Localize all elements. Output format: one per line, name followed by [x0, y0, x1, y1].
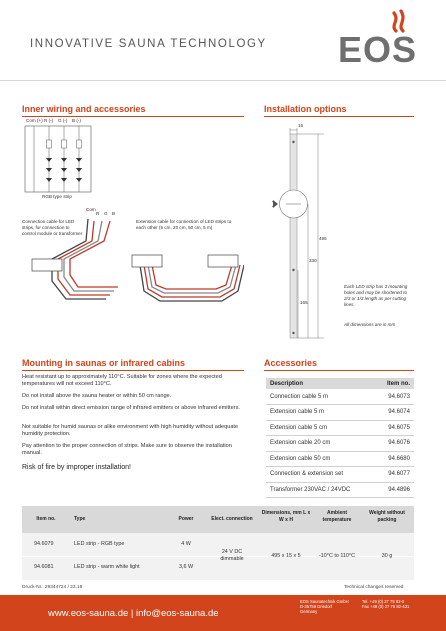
- channel-label-com: Com (+): [26, 118, 43, 123]
- mounting-para-4: Not suitable for humid saunas or alike environment with high humidity without adequate humidity protection.: [22, 424, 239, 438]
- spec-connection: 24 V DC dimmable: [220, 549, 244, 562]
- accessory-description: Extension cable 5 cm: [266, 420, 376, 436]
- accessories-header-row: [266, 378, 414, 389]
- table-row: [266, 405, 414, 421]
- table-row: [266, 467, 414, 483]
- spec-col-temperature: Ambient temperature: [322, 510, 352, 523]
- spec-temperature: -10°C to 110°C: [319, 553, 355, 559]
- accessory-description: Extension cable 5 m: [266, 405, 376, 421]
- wire-label-com: Com: [86, 207, 96, 212]
- section-title-wiring: Inner wiring and accessories: [22, 104, 146, 114]
- accessory-item-no: 94.6073: [376, 389, 414, 405]
- channel-label-g: G (-): [58, 118, 68, 123]
- accessory-item-no: 94.4896: [376, 482, 414, 498]
- accessory-description: Connection & extension set: [266, 467, 376, 483]
- address-line: D-35759 Driedorf: [300, 604, 333, 610]
- spec-dimensions: 495 x 15 x 5: [271, 553, 301, 559]
- spec-col-power: Power: [178, 516, 194, 522]
- col-description: Description: [266, 378, 376, 389]
- page-header: [0, 0, 446, 80]
- website-email-link[interactable]: www.eos-sauna.de | info@eos-sauna.de: [48, 608, 219, 619]
- technical-changes-note: Technical changes reserved: [344, 585, 404, 590]
- spec-item-no: 94.6079: [34, 541, 54, 547]
- tagline: INNOVATIVE SAUNA TECHNOLOGY: [30, 38, 267, 50]
- mounting-para-1: Heat resistant up to approximately 110°C. Suitable for zones where the expected temperatures will not exceed 110°C.: [22, 374, 222, 388]
- table-row: [266, 420, 414, 436]
- spec-type: LED strip - RGB type: [74, 541, 125, 547]
- accessory-description: Transformer 230VAC / 24VDC: [266, 482, 376, 498]
- address-line: EOS Saunatechnik GmbH: [300, 599, 349, 604]
- footer-bar: [0, 595, 446, 631]
- mounting-para-5: Pay attention to the proper connection of strips. Make sure to observe the installation manual.: [22, 443, 232, 457]
- channel-label-r: R (-): [44, 118, 54, 123]
- spec-weight: 30 g: [381, 553, 393, 559]
- spec-col-weight: Weight without packing: [369, 510, 405, 523]
- accessories-table: [266, 378, 414, 498]
- section-title-installation: Installation options: [264, 104, 347, 114]
- table-row: [266, 482, 414, 498]
- company-phone: [362, 599, 442, 609]
- logo-text: EOS: [338, 29, 418, 70]
- spec-col-type: Type: [74, 516, 86, 522]
- section-title-mounting: Mounting in saunas or infrared cabins: [22, 358, 186, 368]
- channel-label-b: B (-): [72, 118, 81, 123]
- fax-line: Fax +49 (0) 27 75 82-431: [362, 604, 410, 610]
- dim-total-label: 495: [319, 236, 327, 241]
- mounting-para-2: Do not install above the sauna heater or within 50 cm range.: [22, 393, 172, 399]
- spec-body: [22, 533, 414, 580]
- eos-logo: [338, 5, 418, 70]
- spec-power: 4 W: [181, 541, 191, 547]
- wiring-schematic: [22, 118, 132, 206]
- accessory-description: Extension cable 50 cm: [266, 451, 376, 467]
- accessory-item-no: 94.6076: [376, 436, 414, 452]
- strip-type-label: RGB type strip: [42, 194, 72, 199]
- table-row: [266, 451, 414, 467]
- dim-mid-label: 330: [309, 258, 317, 263]
- wiring-circuit-graphic: [24, 124, 96, 202]
- section-title-accessories: Accessories: [264, 358, 318, 368]
- fire-warning: Risk of fire by improper installation!: [22, 464, 131, 471]
- spec-col-dimensions: Dimensions, mm L x W x H: [261, 510, 311, 523]
- phone-line: Tel. +49 (0) 27 75 82-0: [362, 599, 405, 604]
- section-rule-accessories: [264, 370, 414, 371]
- spec-col-connection: Elect. connection: [211, 516, 253, 522]
- table-row: [266, 436, 414, 452]
- installation-diagram: [264, 118, 414, 348]
- dim-low-label: 165: [300, 300, 308, 305]
- accessory-description: Extension cable 20 cm: [266, 436, 376, 452]
- wire-label-g: G: [104, 211, 108, 216]
- units-note: All dimensions are in mm: [344, 322, 396, 327]
- accessory-item-no: 94.6075: [376, 420, 414, 436]
- section-rule-wiring: [22, 116, 244, 117]
- strip-dimension-graphic: [264, 118, 414, 348]
- connection-cable-caption: Connection cable for LED strips, for connection to control module or transformer: [22, 219, 83, 236]
- spec-col-item-no: Item no.: [36, 516, 56, 522]
- header-divider: [0, 80, 446, 81]
- strip-mounting-note: Each LED strip has 3 mounting holes and may be shortened to 2/3 or 1/3 length as per cutting lines.: [344, 284, 408, 307]
- dim-width-label: 15: [298, 123, 304, 128]
- cable-graphic: [22, 205, 244, 305]
- section-rule-installation: [264, 116, 414, 117]
- accessory-item-no: 94.6077: [376, 467, 414, 483]
- mounting-para-3: Do not install within direct emission range of infrared emitters or above infrared emitters.: [22, 405, 240, 411]
- section-rule-mounting: [22, 370, 244, 371]
- col-item-no: Item no.: [376, 378, 414, 389]
- spec-item-no: 94.6081: [34, 564, 54, 570]
- print-number: Druck-Nr.: 29344724 / 23.18: [22, 585, 83, 590]
- table-row: [266, 389, 414, 405]
- spec-power: 3,6 W: [178, 564, 194, 570]
- connection-cable-illustration: [22, 205, 244, 305]
- extension-cable-caption: Extension cable for connection of LED strips to each other (5 cm, 20 cm, 50 cm, 5 m): [136, 219, 232, 230]
- accessory-description: Connection cable 5 m: [266, 389, 376, 405]
- spec-header-row: [22, 506, 414, 533]
- wire-label-b: B: [112, 211, 116, 216]
- wire-label-r: R: [96, 211, 100, 216]
- accessory-item-no: 94.6680: [376, 451, 414, 467]
- accessory-item-no: 94.6074: [376, 405, 414, 421]
- specification-table: [22, 506, 414, 580]
- company-address: [300, 599, 360, 615]
- spec-type: LED strip - warm white light: [74, 564, 140, 570]
- address-line: Germany: [300, 609, 318, 615]
